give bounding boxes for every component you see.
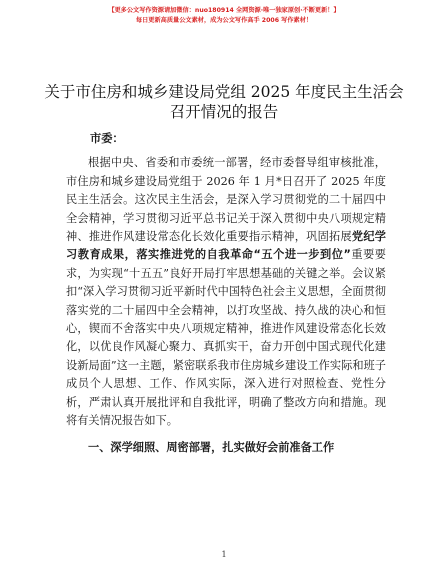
promo-banner-line2: 每日更新高质量公文素材，成为公文写作高手 2006 写作素材！ <box>135 17 313 24</box>
paragraph-1-text-a: 根据中央、省委和市委统一部署，经市委督导组审核批准，市住房和城乡建设局党组于 2026 年 1 月*日召开了 2025 年度民主生活会。这次民主生活会，是深入学习贯彻党的二十届四中全会精神，学习贯彻习近平总书记关于深入贯彻中央八项规定精神、推进作风建设常态化长效化重要指示精神，巩固拓展 <box>66 156 386 244</box>
page-number: 1 <box>221 550 227 559</box>
promo-banner-line1: 【更多公文写作资源请加微信：nuo180914 全网资源·唯一独家原创·不断更新！】 <box>108 7 340 14</box>
paragraph-1 <box>66 154 386 430</box>
document-title: 关于市住房和城乡建设局党组 2025 年度民主生活会召开情况的报告 <box>44 83 404 121</box>
salutation: 市委： <box>90 132 124 145</box>
promo-banner <box>0 6 448 26</box>
document-body <box>66 130 386 457</box>
paragraph-1-text-b: 重要要求，为实现“十五五”良好开局打牢思想基础的关键之举。会议紧扣“深入学习贯彻习近平新时代中国特色社会主义思想，全面贯彻落实党的二十届四中全会精神，以打攻坚战、持久战的决心和恒心，锲而不舍落实中央八项规定精神，推进作风建设常态化长效化，以优良作风凝心聚力、真抓实干，奋力开创中国式现代化建设新局面”这一主题，紧密联系我市住房城乡建设工作实际和班子成员个人思想、工作、作风实际，深入进行对照检查、党性分析，严肃认真开展批评和自我批评，明确了整改方向和措施。现将有关情况报告如下。 <box>66 248 386 428</box>
section-heading-1: 一、深学细照、周密部署，扎实做好会前准备工作 <box>88 440 335 454</box>
paragraph-1-bold-text: 党纪学习教育成果，落实推进党的自我革命“五个进一步到位” <box>66 230 386 262</box>
